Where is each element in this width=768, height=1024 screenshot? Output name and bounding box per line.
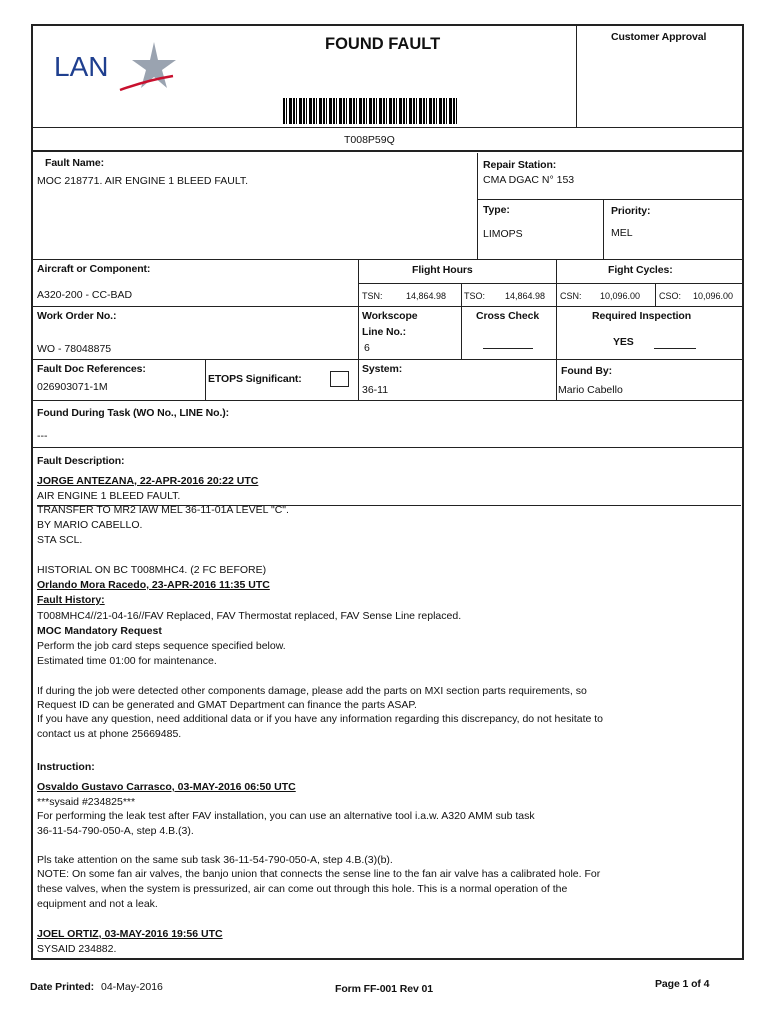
tso-label: TSO: xyxy=(464,291,486,301)
description-line: If during the job were detected other components damage, please add the parts on MXI section parts requirements, so xyxy=(37,685,587,697)
workscope-value: 6 xyxy=(364,342,370,354)
divider xyxy=(32,259,744,260)
found-by-value: Mario Cabello xyxy=(558,384,623,396)
description-line: BY MARIO CABELLO. xyxy=(37,519,143,531)
fault-description-label: Fault Description: xyxy=(37,455,125,467)
tsn-label: TSN: xyxy=(362,291,383,301)
work-order-label: Work Order No.: xyxy=(37,310,117,322)
divider xyxy=(32,359,744,360)
divider xyxy=(358,259,359,400)
description-line: For performing the leak test after FAV installation, you can use an alternative tool i.a.w. A320 AMM sub task xyxy=(37,810,535,822)
description-author: JOEL ORTIZ, 03-MAY-2016 19:56 UTC xyxy=(37,928,223,940)
divider xyxy=(556,259,557,400)
description-line: equipment and not a leak. xyxy=(37,898,158,910)
description-line: If you have any question, need additional data or if you have any information regarding this discrepancy, do not hesitate to xyxy=(37,713,604,725)
description-line: Estimated time 01:00 for maintenance. xyxy=(37,655,217,667)
system-value: 36-11 xyxy=(362,384,389,396)
description-author: Orlando Mora Racedo, 23-APR-2016 11:35 UTC xyxy=(37,579,270,591)
repair-station-label: Repair Station: xyxy=(483,159,557,171)
required-inspection-label: Required Inspection xyxy=(592,310,692,322)
moc-request-heading: MOC Mandatory Request xyxy=(37,625,162,637)
etops-label: ETOPS Significant: xyxy=(208,373,302,385)
found-by-label: Found By: xyxy=(561,365,613,377)
description-author: Osvaldo Gustavo Carrasco, 03-MAY-2016 06:50 UTC xyxy=(37,781,296,793)
description-line: Request ID can be generated and GMAT Department can finance the parts ASAP. xyxy=(37,699,417,711)
divider xyxy=(477,199,744,200)
cross-check-label: Cross Check xyxy=(476,310,540,322)
barcode-text: T008P59Q xyxy=(344,134,395,146)
divider xyxy=(32,306,744,307)
description-line: these valves, when the system is pressurized, air can come out through this hole. This is a normal operation of the xyxy=(37,883,568,895)
description-author: JORGE ANTEZANA, 22-APR-2016 20:22 UTC xyxy=(37,475,259,487)
required-inspection-blank xyxy=(654,348,696,349)
description-line: T008MHC4//21-04-16//FAV Replaced, FAV Thermostat replaced, FAV Sense Line replaced. xyxy=(37,610,462,622)
description-line: SYSAID 234882. xyxy=(37,943,117,955)
required-inspection-value: YES xyxy=(613,336,634,348)
workscope-label: Workscope xyxy=(362,310,418,322)
description-line: Perform the job card steps sequence specified below. xyxy=(37,640,286,652)
found-during-value: --- xyxy=(37,430,48,442)
divider xyxy=(477,153,478,259)
found-during-label: Found During Task (WO No., LINE No.): xyxy=(37,407,230,419)
aircraft-value: A320-200 - CC-BAD xyxy=(37,289,133,301)
cross-check-blank xyxy=(483,348,533,349)
tsn-value: 14,864.98 xyxy=(406,291,447,301)
fault-doc-label: Fault Doc References: xyxy=(37,363,146,375)
divider xyxy=(603,199,604,259)
divider xyxy=(32,447,744,448)
divider xyxy=(32,127,744,128)
priority-label: Priority: xyxy=(611,205,651,217)
document-title: FOUND FAULT xyxy=(325,35,441,53)
description-line: AIR ENGINE 1 BLEED FAULT. xyxy=(37,490,181,502)
line-no-label: Line No.: xyxy=(362,326,407,338)
system-label: System: xyxy=(362,363,403,375)
customer-approval-label: Customer Approval xyxy=(611,31,707,43)
form-number: Form FF-001 Rev 01 xyxy=(335,983,433,995)
page-number: Page 1 of 4 xyxy=(655,978,710,990)
description-line: Pls take attention on the same sub task 36-11-54-790-050-A, step 4.B.(3)(b). xyxy=(37,854,393,866)
divider xyxy=(358,283,744,284)
divider xyxy=(655,283,656,306)
description-line: contact us at phone 25669485. xyxy=(37,728,182,740)
description-line: 36-11-54-790-050-A, step 4.B.(3). xyxy=(37,825,194,837)
description-line: NOTE: On some fan air valves, the banjo union that connects the sense line to the fan air valve has a calibrated hole. For xyxy=(37,868,601,880)
date-printed-label: Date Printed: xyxy=(30,981,95,993)
work-order-value: WO - 78048875 xyxy=(37,343,112,355)
fault-name-value: MOC 218771. AIR ENGINE 1 BLEED FAULT. xyxy=(37,175,249,187)
description-line: TRANSFER TO MR2 IAW MEL 36-11-01A LEVEL "C". xyxy=(37,504,289,516)
priority-value: MEL xyxy=(611,227,633,239)
date-printed-value: 04-May-2016 xyxy=(101,981,163,993)
etops-checkbox[interactable] xyxy=(330,371,349,387)
type-label: Type: xyxy=(483,204,510,216)
flight-hours-label: Flight Hours xyxy=(412,264,473,276)
barcode xyxy=(283,98,459,124)
divider xyxy=(461,283,462,306)
svg-text:LAN: LAN xyxy=(54,51,109,82)
description-line: STA SCL. xyxy=(37,534,83,546)
divider xyxy=(32,150,744,152)
divider xyxy=(32,400,744,401)
fault-name-label: Fault Name: xyxy=(45,157,104,169)
divider xyxy=(205,359,206,400)
description-line: ***sysaid #234825*** xyxy=(37,796,136,808)
csn-value: 10,096.00 xyxy=(600,291,641,301)
flight-cycles-label: Fight Cycles: xyxy=(608,264,673,276)
aircraft-label: Aircraft or Component: xyxy=(37,263,151,275)
instruction-heading: Instruction: xyxy=(37,761,95,773)
type-value: LIMOPS xyxy=(483,228,523,240)
fault-doc-value: 026903071-1M xyxy=(37,381,108,393)
lan-logo xyxy=(38,30,186,100)
divider xyxy=(576,25,577,127)
cso-label: CSO: xyxy=(659,291,682,301)
cso-value: 10,096.00 xyxy=(693,291,734,301)
repair-station-value: CMA DGAC N° 153 xyxy=(483,174,575,186)
description-line: HISTORIAL ON BC T008MHC4. (2 FC BEFORE) xyxy=(37,564,267,576)
csn-label: CSN: xyxy=(560,291,582,301)
divider xyxy=(461,306,462,359)
fault-history-heading: Fault History: xyxy=(37,594,105,606)
tso-value: 14,864.98 xyxy=(505,291,546,301)
